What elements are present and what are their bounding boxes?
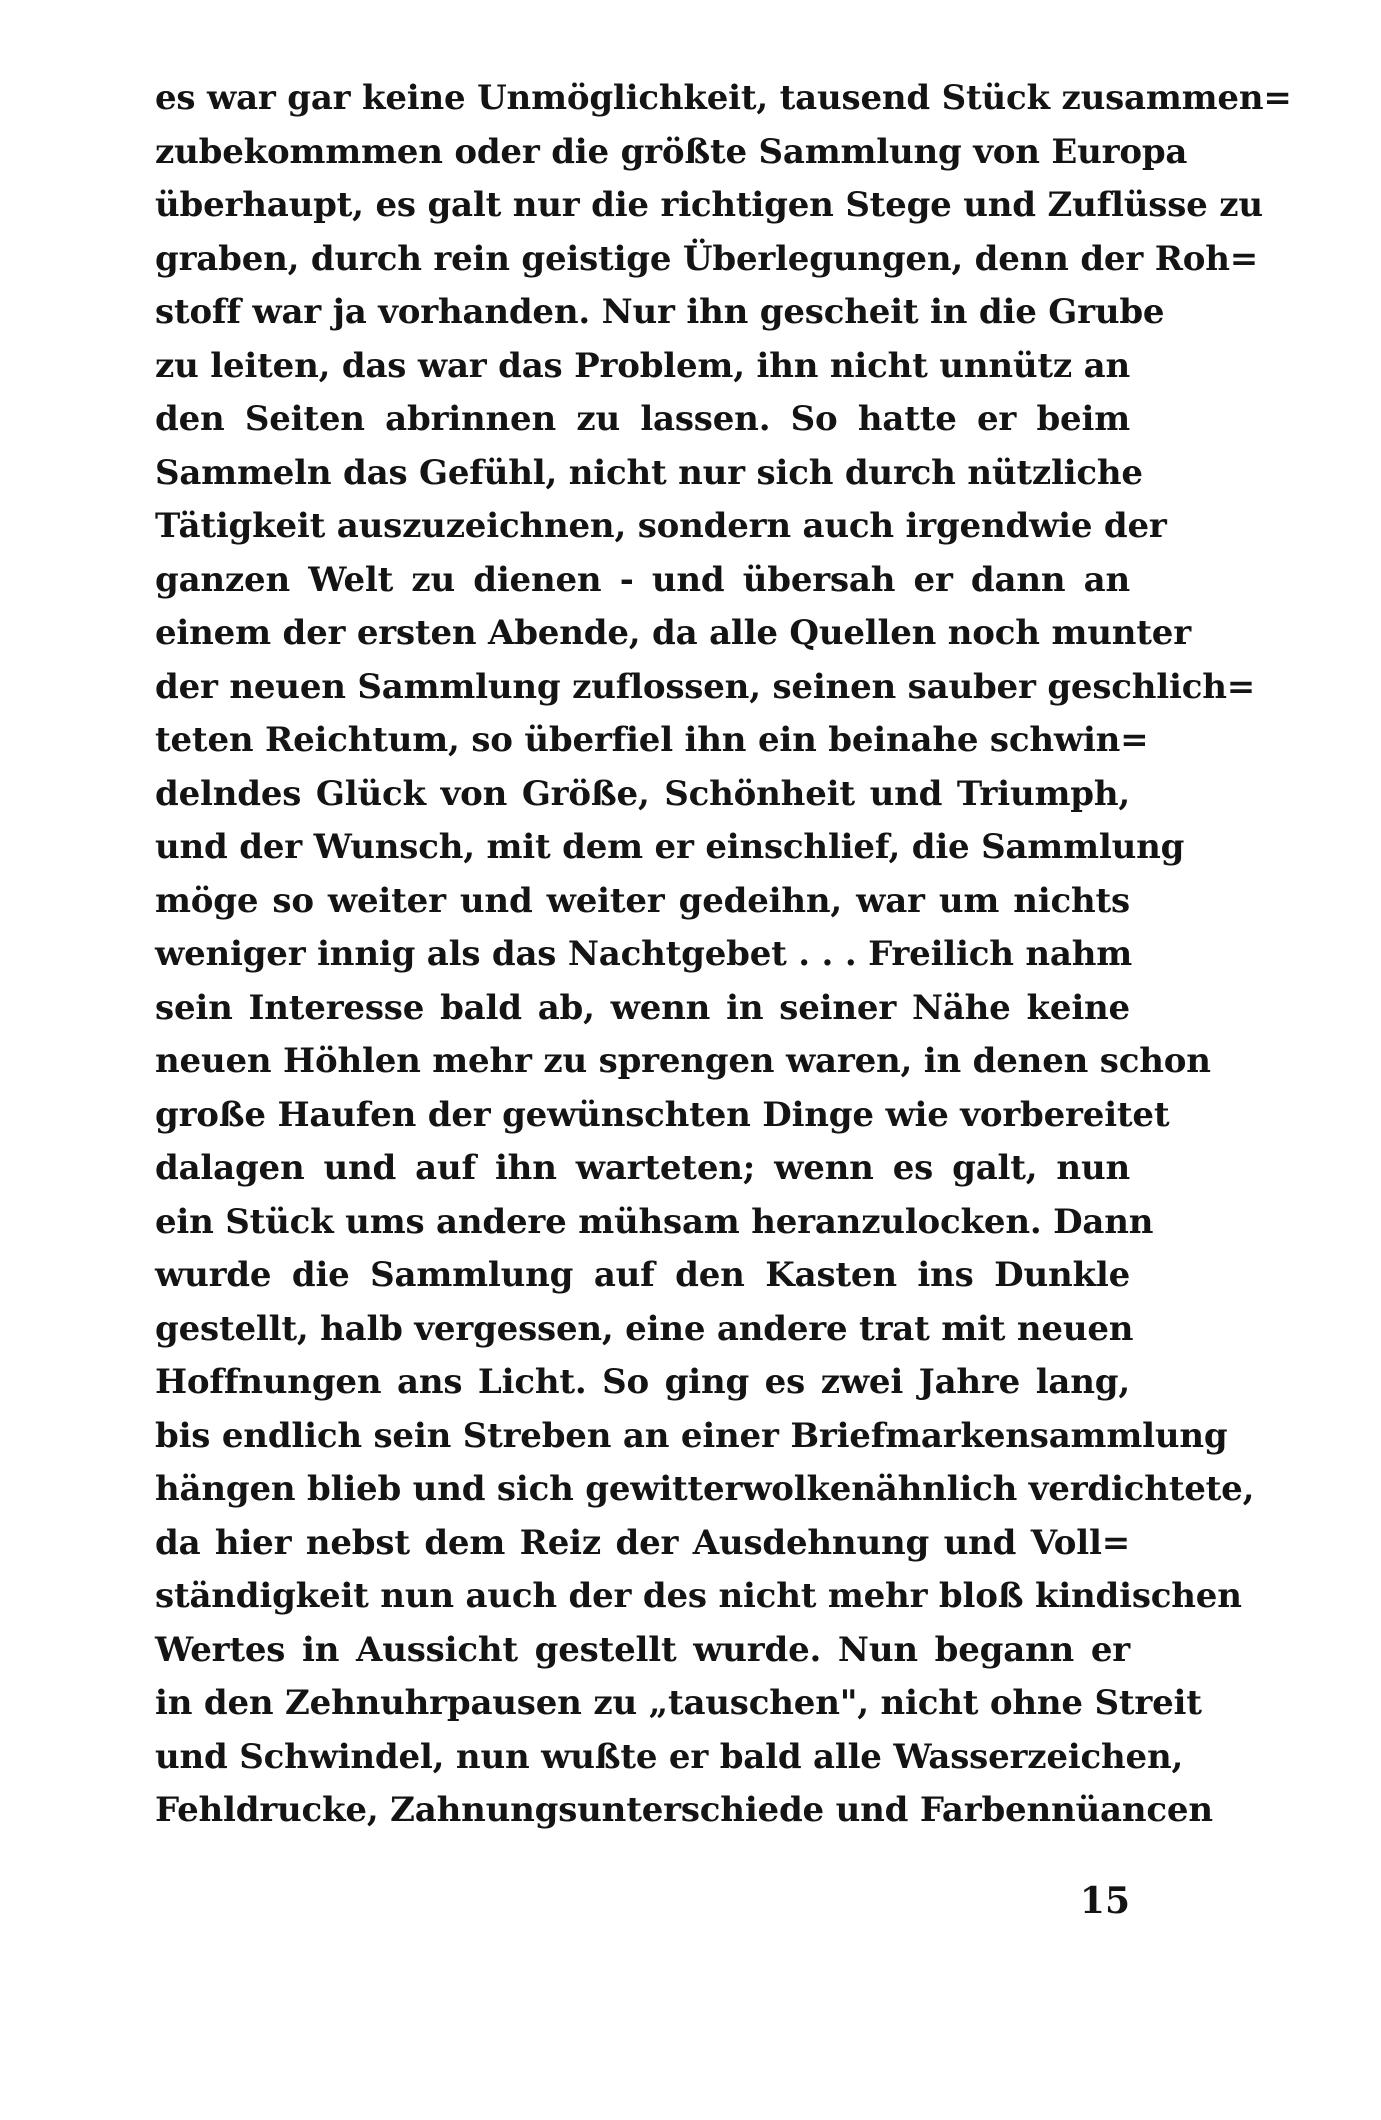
text-line: bis endlich sein Streben an einer Briefmarkensammlung <box>155 1415 1228 1456</box>
text-line: überhaupt, es galt nur die richtigen Stege und Zuflüsse zu <box>155 185 1263 225</box>
text-line: ganzen Welt zu dienen - und übersah er dann an <box>155 559 1130 600</box>
text-line: Sammeln das Gefühl, nicht nur sich durch nützliche <box>155 452 1143 493</box>
text-line: in den Zehnuhrpausen zu „tauschen", nicht ohne Streit <box>155 1683 1202 1723</box>
text-line: Hoffnungen ans Licht. So ging es zwei Jahre lang, <box>155 1362 1130 1402</box>
text-line: zu leiten, das war das Problem, ihn nicht unnütz an <box>155 345 1130 386</box>
text-line: zubekommmen oder die größte Sammlung von Europa <box>155 131 1188 172</box>
text-line: es war gar keine Unmöglichkeit, tausend Stück zusammen= <box>155 78 1292 118</box>
text-line: große Haufen der gewünschten Dinge wie vorbereitet <box>155 1094 1170 1135</box>
text-line: Fehldrucke, Zahnungsunterschiede und Farbennüancen <box>155 1790 1213 1830</box>
text-line: gestellt, halb vergessen, eine andere trat mit neuen <box>155 1308 1134 1349</box>
text-line: teten Reichtum, so überfiel ihn ein beinahe schwin= <box>155 720 1149 760</box>
text-line: sein Interesse bald ab, wenn in seiner Nähe keine <box>155 987 1130 1028</box>
text-line: den Seiten abrinnen zu lassen. So hatte er beim <box>155 399 1130 439</box>
text-line: weniger innig als das Nachtgebet . . . Freilich nahm <box>155 934 1133 974</box>
text-line: Tätigkeit auszuzeichnen, sondern auch irgendwie der <box>155 506 1167 546</box>
text-line: möge so weiter und weiter gedeihn, war um nichts <box>155 880 1130 921</box>
body-text <box>155 72 1292 1838</box>
text-line: graben, durch rein geistige Überlegungen, denn der Roh= <box>155 238 1259 279</box>
text-line: und Schwindel, nun wußte er bald alle Wasserzeichen, <box>155 1736 1184 1777</box>
text-line: ständigkeit nun auch der des nicht mehr bloß kindischen <box>155 1576 1242 1616</box>
text-line: dalagen und auf ihn warteten; wenn es galt, nun <box>155 1148 1130 1188</box>
page-number: 15 <box>1079 1880 1130 1922</box>
text-line: ein Stück ums andere mühsam heranzulocken. Dann <box>155 1201 1154 1242</box>
text-line: der neuen Sammlung zuflossen, seinen sauber geschlich= <box>155 666 1256 707</box>
text-line: wurde die Sammlung auf den Kasten ins Dunkle <box>155 1255 1130 1295</box>
text-line: einem der ersten Abende, da alle Quellen noch munter <box>155 613 1191 653</box>
text-line: und der Wunsch, mit dem er einschlief, die Sammlung <box>155 827 1185 867</box>
text-line: hängen blieb und sich gewitterwolkenähnlich verdichtete, <box>155 1469 1255 1509</box>
text-line: neuen Höhlen mehr zu sprengen waren, in denen schon <box>155 1041 1211 1081</box>
text-line: Wertes in Aussicht gestellt wurde. Nun begann er <box>155 1629 1130 1670</box>
text-line: stoff war ja vorhanden. Nur ihn gescheit in die Grube <box>155 292 1165 332</box>
text-line: delndes Glück von Größe, Schönheit und Triumph, <box>155 773 1130 814</box>
text-line: da hier nebst dem Reiz der Ausdehnung und Voll= <box>155 1522 1130 1563</box>
